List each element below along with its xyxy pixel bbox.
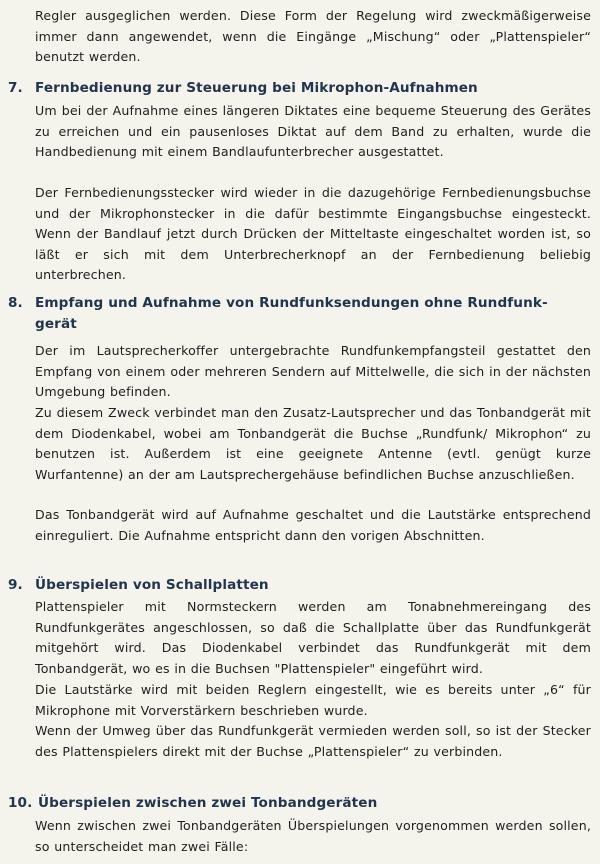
section-number: 10. <box>8 795 33 811</box>
section-number: 8. <box>8 295 23 311</box>
section-7-heading <box>8 78 594 99</box>
section-8-heading <box>8 293 594 334</box>
section-9-heading <box>8 575 594 596</box>
section-title-line-2: gerät <box>35 315 77 332</box>
section-number: 7. <box>8 80 23 96</box>
section-title: Fernbedienung zur Steuerung bei Mikrophon-Aufnahmen <box>35 80 478 96</box>
section-title-line-1: Empfang und Aufnahme von Rundfunksendungen ohne Rundfunk- <box>35 295 548 311</box>
section-9-paragraph-3: Wenn der Umweg über das Rundfunkgerät vermieden werden soll, so ist der Stecker des Plattenspielers direkt mit der Buchse „Plattenspieler“ zu verbinden. <box>35 723 591 759</box>
section-10-heading <box>8 793 594 814</box>
section-title: Überspielen zwischen zwei Tonbandgeräten <box>38 795 378 811</box>
section-10-paragraph-1: Wenn zwischen zwei Tonbandgeräten Überspielungen vorgenommen werden sollen, so unterscheidet man zwei Fälle: <box>35 818 591 854</box>
section-number: 9. <box>8 577 23 593</box>
section-9-paragraph-2: Die Lautstärke wird mit beiden Reglern eingestellt, wie es bereits unter „6“ für Mikrophone mit Vorverstärkern beschrieben wurde. <box>35 682 591 718</box>
section-9-paragraph-1: Plattenspieler mit Normsteckern werden am Tonabnehmereingang des Rundfunkgerätes angeschlossen, so daß die Schallplatte über das Rundfunkgerät mitgehört wird. Das Diodenkabel verbindet das Rundfunkgerät mit dem Tonbandgerät, wo es in die Buchsen "Plattenspieler" eingeführt wird. <box>35 599 591 676</box>
section-8-paragraph-1: Der im Lautsprecherkoffer untergebrachte Rundfunkempfangsteil gestattet den Empfang von einem oder mehreren Sendern auf Mittelwelle, die sich in der nächsten Umgebung befinden. <box>35 343 591 400</box>
section-7-paragraph-2: Der Fernbedienungsstecker wird wieder in die dazugehörige Fernbedienungsbuchse und der Mikrophonstecker in die dafür bestimmte Eingangsbuchse eingesteckt. Wenn der Bandlauf jetzt durch Drücken der Mitteltaste eingeschaltet worden ist, so läßt er sich mit dem Unterbrecherknopf an der Fernbedienung beliebig unterbrechen. <box>35 185 591 283</box>
intro-paragraph: Regler ausgeglichen werden. Diese Form der Regelung wird zweckmäßigerweise immer dann angewendet, wenn die Eingänge „Mischung“ oder „Plattenspieler“ benutzt werden. <box>35 8 591 65</box>
section-8-paragraph-3: Das Tonbandgerät wird auf Aufnahme geschaltet und die Lautstärke entsprechend einreguliert. Die Aufnahme entspricht dann den vorigen Abschnitten. <box>35 507 591 543</box>
section-8-paragraph-2: Zu diesem Zweck verbindet man den Zusatz-Lautsprecher und das Tonbandgerät mit dem Diodenkabel, wobei am Tonbandgerät die Buchse „Rundfunk/ Mikrophon“ zu benutzen ist. Außerdem ist eine geeignete Antenne (evtl. genügt kurze Wurfantenne) an der am Lautsprechergehäuse befindlichen Buchse anzuschließen. <box>35 405 591 482</box>
section-7-paragraph-1: Um bei der Aufnahme eines längeren Diktates eine bequeme Steuerung des Gerätes zu erreichen und ein pausenloses Diktat auf dem Band zu erhalten, wurde die Handbedienung mit einem Bandlaufunterbrecher ausgestattet. <box>35 103 591 160</box>
section-title: Überspielen von Schallplatten <box>35 577 269 593</box>
